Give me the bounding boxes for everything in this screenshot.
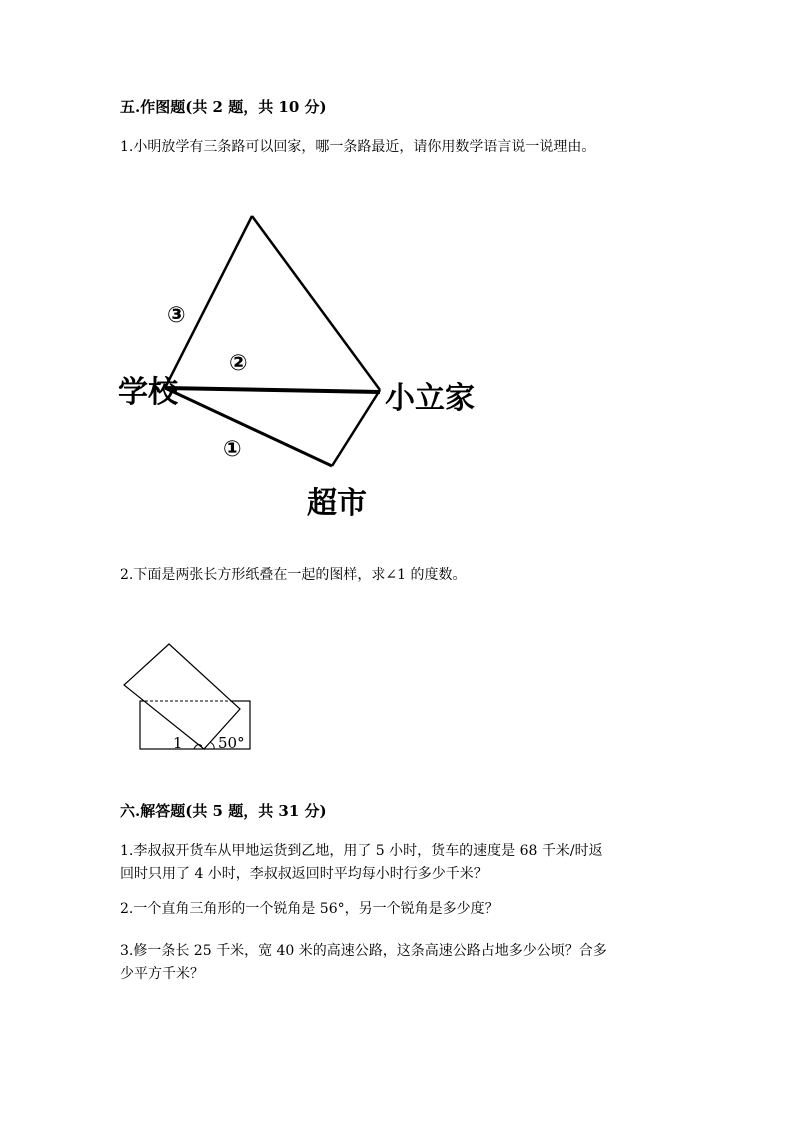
label-home: 小立家 (385, 381, 475, 416)
routes-figure (115, 210, 475, 530)
label-route-1: ① (223, 437, 242, 462)
question-5-2: 2.下面是两张长方形纸叠在一起的图样，求∠1 的度数。 (120, 567, 467, 583)
section-5-title: 五.作图题(共 2 题，共 10 分) (120, 98, 327, 116)
question-6-3-line-2: 少平方千米？ (120, 966, 204, 982)
question-5-1: 1.小明放学有三条路可以回家，哪一条路最近，请你用数学语言说一说理由。 (120, 139, 596, 155)
label-school: 学校 (118, 375, 178, 410)
question-6-3-line-1: 3.修一条长 25 千米，宽 40 米的高速公路，这条高速公路占地多少公顷？合多 (120, 943, 607, 959)
route-2-line (165, 388, 380, 392)
route-1-segment-a (165, 388, 332, 466)
question-6-2: 2.一个直角三角形的一个锐角是 56°，另一个锐角是多少度？ (120, 901, 499, 917)
angle-50-arc (210, 742, 214, 749)
angle-50-label: 50° (218, 734, 245, 752)
label-route-3: ③ (167, 303, 186, 328)
angle-1-label: 1 (173, 734, 183, 752)
question-6-1-line-1: 1.李叔叔开货车从甲地运货到乙地，用了 5 小时，货车的速度是 68 千米/时返 (120, 843, 603, 859)
route-3-segment-b (252, 216, 380, 390)
rectangles-figure (118, 636, 258, 756)
label-market: 超市 (307, 486, 367, 521)
section-6-title: 六.解答题(共 5 题，共 31 分) (120, 802, 327, 820)
label-route-2: ② (229, 351, 248, 376)
route-1-segment-b (332, 390, 380, 466)
question-6-1-line-2: 回时只用了 4 小时，李叔叔返回时平均每小时行多少千米？ (120, 866, 488, 882)
